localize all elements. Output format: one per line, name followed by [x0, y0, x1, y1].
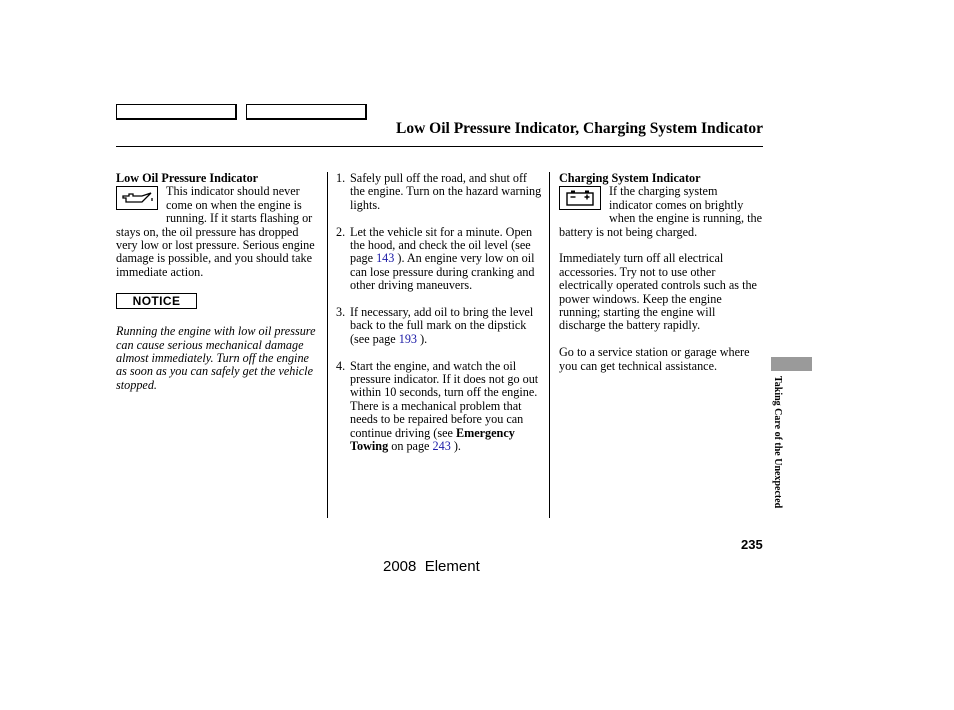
- charging-column: [559, 172, 763, 386]
- oil-pressure-heading: Low Oil Pressure Indicator: [116, 171, 259, 185]
- header-tab-box-2: [246, 104, 367, 120]
- page-link-193[interactable]: 193: [398, 331, 418, 346]
- header-tab-box-1: [116, 104, 237, 120]
- notice-text: Running the engine with low oil pressure can cause serious mechanical damage almost immediately. Turn off the engine as soon as you can safely get the vehicle stopped.: [116, 324, 316, 392]
- emergency-towing-ref: Emergency Towing: [350, 425, 515, 454]
- step-text: Safely pull off the road, and shut off the engine. Turn on the hazard warning lights.: [350, 171, 542, 212]
- page-number: 235: [741, 537, 763, 552]
- step-number: 3.: [336, 305, 346, 320]
- step-text: [350, 306, 542, 346]
- step-number: 2.: [336, 224, 346, 239]
- step-number: 1.: [336, 171, 346, 185]
- step-text: [350, 360, 542, 454]
- notice-label: NOTICE: [116, 293, 197, 309]
- step-text-part: ).: [417, 331, 428, 346]
- oil-pressure-intro: [116, 185, 321, 279]
- section-side-label: Taking Care of the Unexpected: [772, 376, 783, 509]
- charging-heading: Charging System Indicator: [559, 171, 701, 185]
- step-text-part: If necessary, add oil to bring the level back to the full mark on the dipstick (see page: [350, 305, 534, 346]
- page-link-243[interactable]: 243: [432, 439, 451, 454]
- oil-pressure-body: This indicator should never come on when the engine is running. If it starts flashing or stays on, the oil pressure has dropped very low or lost pressure. Serious engine damage is possible, and you should take immediate action.: [116, 184, 315, 279]
- step-text-part: on page: [388, 439, 433, 454]
- charging-paragraph-1: If the charging system indicator comes on brightly when the engine is running, the battery is not being charged.: [559, 184, 762, 239]
- step-number: 4.: [336, 358, 346, 373]
- footer-model: 2008 Element: [383, 558, 480, 575]
- charging-intro: [559, 185, 763, 239]
- step-1: [336, 172, 542, 212]
- step-2: [336, 226, 542, 293]
- battery-icon: [559, 186, 601, 210]
- title-rule: [116, 146, 763, 147]
- steps-column: [336, 172, 542, 467]
- column-divider-1: [327, 172, 328, 518]
- step-text: [350, 226, 542, 293]
- step-text-part: Start the engine, and watch the oil pressure indicator. If it does not go out within 10 seconds, turn off the engine. There is a mechanical problem that needs to be repaired before you can continue driving (see: [350, 358, 539, 440]
- step-text-part: Let the vehicle sit for a minute. Open the hood, and check the oil level (see page: [350, 224, 533, 266]
- page-title: Low Oil Pressure Indicator, Charging System Indicator: [396, 120, 763, 137]
- page-link-143[interactable]: 143: [376, 251, 395, 266]
- column-divider-2: [549, 172, 550, 518]
- charging-paragraph-2: Immediately turn off all electrical accessories. Try not to use other electrically operated controls such as the power windows. Keep the engine running; starting the engine will discharge the battery rapidly.: [559, 251, 757, 333]
- step-text-part: ). An engine very low on oil can lose pressure during cranking and other driving maneuvers.: [350, 251, 535, 293]
- step-4: [336, 360, 542, 454]
- step-text-part: ).: [450, 439, 461, 454]
- section-tab: [771, 357, 812, 371]
- step-3: [336, 306, 542, 346]
- oil-pressure-column: [116, 172, 321, 392]
- oil-can-icon: [116, 186, 158, 210]
- charging-paragraph-3: Go to a service station or garage where you can get technical assistance.: [559, 345, 750, 373]
